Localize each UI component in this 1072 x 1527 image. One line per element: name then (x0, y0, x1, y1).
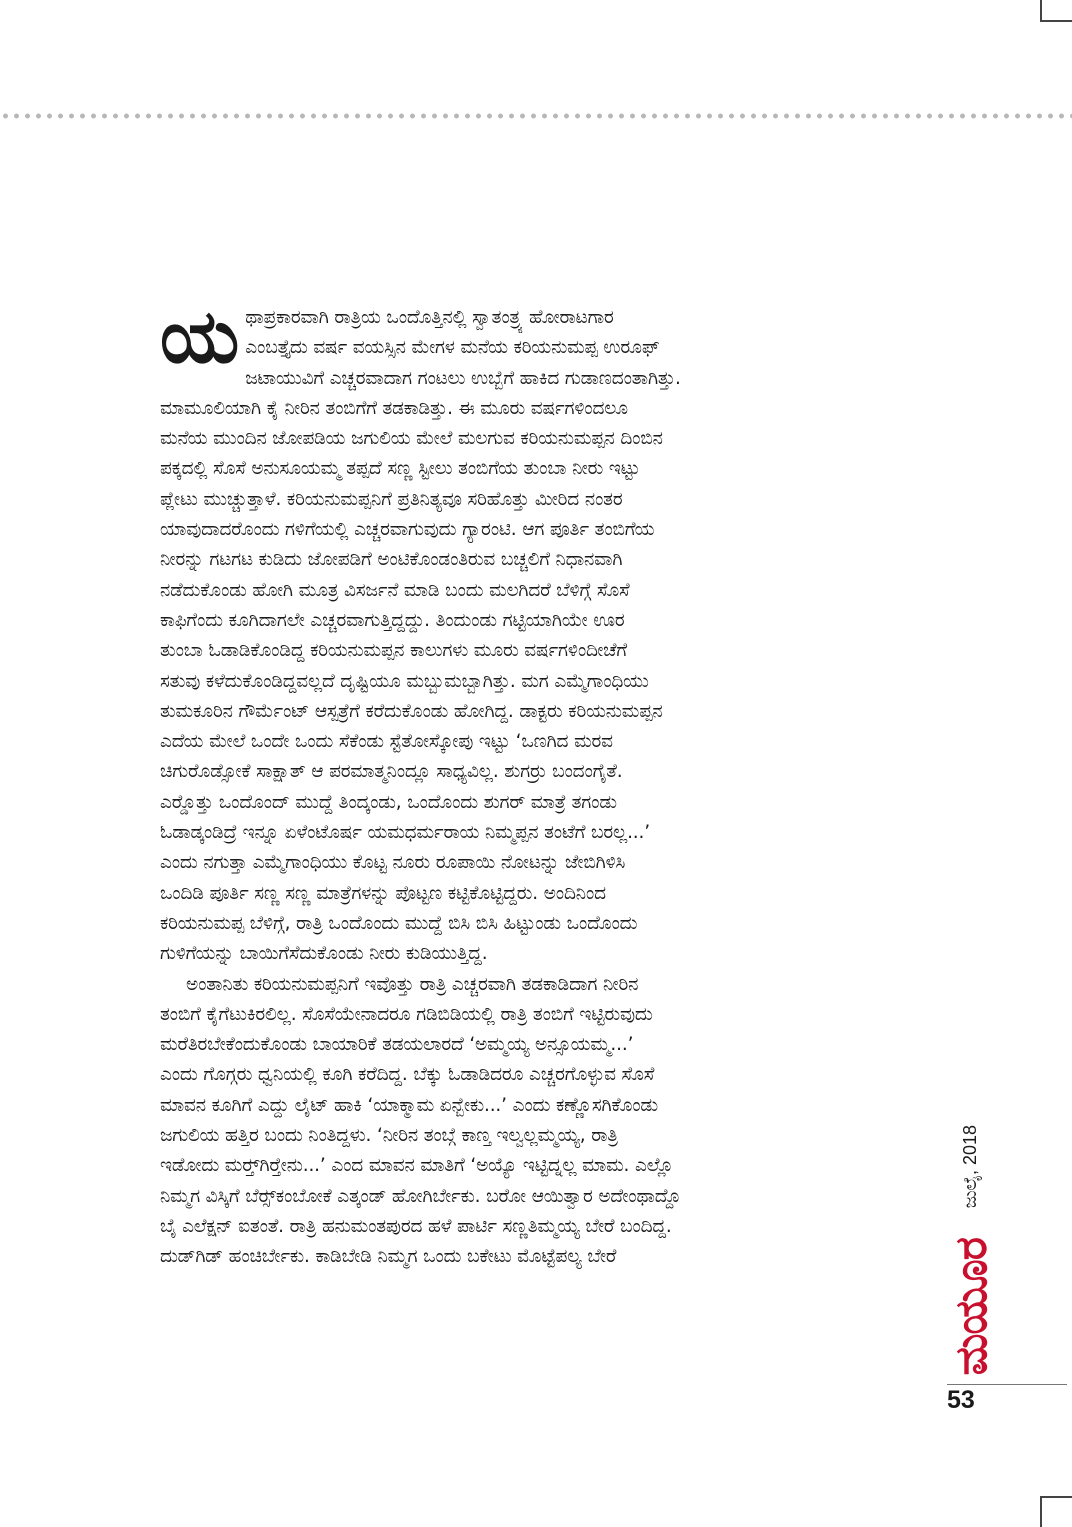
article-line: ಎಂದು ನಗುತ್ತಾ ಎಮ್ಮೆಗಾಂಧಿಯು ಕೊಟ್ಟ ನೂರು ರೂಪಾಯಿ ನೋಟನ್ನು ಜೇಬಿಗಿಳಿಸಿ (160, 852, 626, 874)
article-line: ನೀರನ್ನು ಗಟಗಟ ಕುಡಿದು ಜೋಪಡಿಗೆ ಅಂಟಿಕೊಂಡಂತಿರುವ ಬಚ್ಚಲಿಗೆ ನಿಧಾನವಾಗಿ (160, 549, 623, 571)
article-line: ಅಂತಾನಿತು ಕರಿಯನುಮಪ್ಪನಿಗೆ ಇವೊತ್ತು ರಾತ್ರಿ ಎಚ್ಚರವಾಗಿ ತಡಕಾಡಿದಾಗ ನೀರಿನ (186, 973, 639, 995)
article-line: ಓಡಾಡ್ಕಂಡಿದ್ರೆ ಇನ್ನೂ ಏಳೆಂಟೊರ್ಷ ಯಮಧರ್ಮರಾಯ ನಿಮ್ಮಪ್ಪನ ತಂಟೆಗೆ ಬರಲ್ಲ...’ (160, 822, 650, 844)
article-line: ಜಟಾಯುವಿಗೆ ಎಚ್ಚರವಾದಾಗ ಗಂಟಲು ಉಬ್ಬೆಗೆ ಹಾಕಿದ ಗುಡಾಣದಂತಾಗಿತ್ತು. (245, 367, 681, 389)
footer-rule (947, 1384, 1067, 1385)
article-line: ಎಂದು ಗೊಗ್ಗರು ಧ್ವನಿಯಲ್ಲಿ ಕೂಗಿ ಕರೆದಿದ್ದ. ಬೆಕ್ಕು ಓಡಾಡಿದರೂ ಎಚ್ಚರಗೊಳ್ಳುವ ಸೊಸೆ (160, 1064, 655, 1086)
article-line: ಎರ‍್ಡೊತ್ತು ಒಂದೊಂದ್ ಮುದ್ದೆ ತಿಂದ್ಕಂಡು, ಒಂದೊಂದು ಶುಗರ್ ಮಾತ್ರೆ ತಗಂಡು (160, 791, 617, 813)
article-line: ಥಾಪ್ರಕಾರವಾಗಿ ರಾತ್ರಿಯ ಒಂದೊತ್ತಿನಲ್ಲಿ ಸ್ವಾತಂತ್ರ್ಯ ಹೋರಾಟಗಾರ (245, 307, 614, 328)
article-line: ನಡೆದುಕೊಂಡು ಹೋಗಿ ಮೂತ್ರ ವಿಸರ್ಜನೆ ಮಾಡಿ ಬಂದು ಮಲಗಿದರೆ ಬೆಳಿಗ್ಗೆ ಸೊಸೆ (160, 579, 630, 601)
article-line: ತಂಬಿಗೆ ಕೈಗೆಟುಕಿರಲಿಲ್ಲ. ಸೊಸೆಯೇನಾದರೂ ಗಡಿಬಿಡಿಯಲ್ಲಿ ರಾತ್ರಿ ತಂಬಿಗೆ ಇಟ್ಟಿರುವುದು (160, 1003, 653, 1025)
article-line: ಕಾಫಿಗೆಂದು ಕೂಗಿದಾಗಲೇ ಎಚ್ಚರವಾಗುತ್ತಿದ್ದದ್ದು. ತಿಂದುಂಡು ಗಟ್ಟಿಯಾಗಿಯೇ ಊರ (160, 609, 625, 631)
article-line: ಮಾಮೂಲಿಯಾಗಿ ಕೈ ನೀರಿನ ತಂಬಿಗೆಗೆ ತಡಕಾಡಿತ್ತು. ಈ ಮೂರು ವರ್ಷಗಳಿಂದಲೂ (160, 397, 628, 419)
crop-mark-bottom (1040, 1496, 1072, 1527)
article-line: ಒಂದಿಡಿ ಪೂರ್ತಿ ಸಣ್ಣ ಸಣ್ಣ ಮಾತ್ರೆಗಳನ್ನು ಪೊಟ್ಟಣ ಕಟ್ಟಿಕೊಟ್ಟಿದ್ದರು. ಅಂದಿನಿಂದ (160, 882, 606, 904)
article-line: ಗುಳಿಗೆಯನ್ನು ಬಾಯಿಗೆಸೆದುಕೊಂಡು ನೀರು ಕುಡಿಯುತ್ತಿದ್ದ. (160, 943, 488, 965)
article-line: ಪಕ್ಕದಲ್ಲಿ ಸೊಸೆ ಅನುಸೂಯಮ್ಮ ತಪ್ಪದೆ ಸಣ್ಣ ಸ್ಟೀಲು ತಂಬಿಗೆಯ ತುಂಬಾ ನೀರು ಇಟ್ಟು (160, 458, 640, 480)
article-line: ಇಡೋದು ಮರ‍್ತ್‌ಗಿರ‍್ತೇನು...’ ಎಂದ ಮಾವನ ಮಾತಿಗೆ ‘ಅಯ್ಯೊ ಇಟ್ಟಿದ್ನಲ್ಲ ಮಾಮ. ಎಲ್ಲೊ (160, 1155, 674, 1177)
article-line: ನಿಮ್ಮಗ ವಿಸ್ಕಿಗೆ ಬೆರ‍್ಸ್‌ಕಂಬೋಕೆ ಎತ್ಕಂಡ್ ಹೋಗಿರ್ಬೇಕು. ಬರೋ ಆಯಿತ್ವಾರ ಅದೇಂಥಾದ್ದೊ (160, 1185, 681, 1207)
drop-cap: ಯ (160, 294, 240, 380)
crop-mark-top (1040, 0, 1072, 22)
article-line: ಎಂಬತ್ತೈದು ವರ್ಷ ವಯಸ್ಸಿನ ಮೇಗಳ ಮನೆಯ ಕರಿಯನುಮಪ್ಪ ಉರೂಫ್ (245, 337, 660, 359)
magazine-logo: ಮಯೂರ (947, 1238, 996, 1376)
article-line: ಜಗುಲಿಯ ಹತ್ತಿರ ಬಂದು ನಿಂತಿದ್ದಳು. ‘ನೀರಿನ ತಂಬ್ಗೆ ಕಾಣ್ತ ಇಲ್ವಲ್ಲಮ್ಮಯ್ಯ, ರಾತ್ರಿ (160, 1125, 618, 1147)
article-line: ಬೈ ಎಲೆಕ್ಷನ್ ಐತಂತೆ. ರಾತ್ರಿ ಹನುಮಂತಪುರದ ಹಳೆ ಪಾರ್ಟಿ ಸಣ್ಣತಿಮ್ಮಯ್ಯ ಬೇರೆ ಬಂದಿದ್ದ. (160, 1215, 672, 1237)
article-line: ದುಡ್‌ಗಿಡ್ ಹಂಚಿರ್ಬೇಕು. ಕಾಡಿಬೇಡಿ ನಿಮ್ಮಗ ಒಂದು ಬಕೇಟು ಮೊಟ್ಟೆಪಲ್ಯ ಬೇರೆ (160, 1246, 617, 1268)
article-line: ಮನೆಯ ಮುಂದಿನ ಜೋಪಡಿಯ ಜಗುಲಿಯ ಮೇಲೆ ಮಲಗುವ ಕರಿಯನುಮಪ್ಪನ ದಿಂಬಿನ (160, 428, 663, 450)
article-line: ಮಾವನ ಕೂಗಿಗೆ ಎದ್ದು ಲೈಟ್ ಹಾಕಿ ‘ಯಾಕ್ಮಾಮ ಏನ್ಬೇಕು...’ ಎಂದು ಕಣ್ಣೊಸಗಿಕೊಂಡು (160, 1094, 658, 1116)
article-line: ತುಮಕೂರಿನ ಗೌರ್ಮೆಂಟ್ ಆಸ್ಪತ್ರೆಗೆ ಕರೆದುಕೊಂಡು ಹೋಗಿದ್ದ. ಡಾಕ್ಟರು ಕರಿಯನುಮಪ್ಪನ (160, 700, 663, 722)
article-line: ಸತುವು ಕಳೆದುಕೊಂಡಿದ್ದವಲ್ಲದೆ ದೃಷ್ಟಿಯೂ ಮಬ್ಬುಮಬ್ಬಾಗಿತ್ತು. ಮಗ ಎಮ್ಮೆಗಾಂಧಿಯು (160, 670, 649, 692)
article-line: ತುಂಬಾ ಓಡಾಡಿಕೊಂಡಿದ್ದ ಕರಿಯನುಮಪ್ಪನ ಕಾಲುಗಳು ಮೂರು ವರ್ಷಗಳಿಂದೀಚೆಗೆ (160, 640, 627, 662)
article-line: ಯಾವುದಾದರೊಂದು ಗಳಿಗೆಯಲ್ಲಿ ಎಚ್ಚರವಾಗುವುದು ಗ್ಯಾರಂಟಿ. ಆಗ ಪೂರ್ತಿ ತಂಬಿಗೆಯ (160, 519, 655, 541)
article-line: ಮರೆತಿರಬೇಕೆಂದುಕೊಂಡು ಬಾಯಾರಿಕೆ ತಡಯಲಾರದೆ ‘ಅಮ್ಮಯ್ಯ ಅನ್ಸೂಯಮ್ಮ...’ (160, 1034, 634, 1056)
issue-date: ಜುಲೈ, 2018 (960, 1125, 980, 1209)
dotted-divider (0, 112, 1072, 120)
article-line: ಎದೆಯ ಮೇಲೆ ಒಂದೇ ಒಂದು ಸೆಕೆಂಡು ಸ್ಟೆತೋಸ್ಕೋಪು ಇಟ್ಟು ‘ಒಣಗಿದ ಮರವ (160, 731, 613, 753)
article-body (160, 294, 895, 1273)
page-number: 53 (947, 1386, 975, 1414)
article-line: ಚಿಗುರೊಡ್ಸೋಕೆ ಸಾಕ್ಷಾತ್ ಆ ಪರಮಾತ್ಮನಿಂದ್ಲೂ ಸಾಧ್ಯವಿಲ್ಲ. ಶುಗರ‍್ರು ಬಂದಂಗೈತೆ. (160, 761, 623, 783)
article-line: ಕರಿಯನುಮಪ್ಪ ಬೆಳಿಗ್ಗೆ, ರಾತ್ರಿ ಒಂದೊಂದು ಮುದ್ದೆ ಬಿಸಿ ಬಿಸಿ ಹಿಟ್ಟುಂಡು ಒಂದೊಂದು (160, 912, 638, 934)
article-line: ಪ್ಲೇಟು ಮುಚ್ಚುತ್ತಾಳೆ. ಕರಿಯನುಮಪ್ಪನಿಗೆ ಪ್ರತಿನಿತ್ಯವೂ ಸರಿಹೊತ್ತು ಮೀರಿದ ನಂತರ (160, 488, 623, 510)
